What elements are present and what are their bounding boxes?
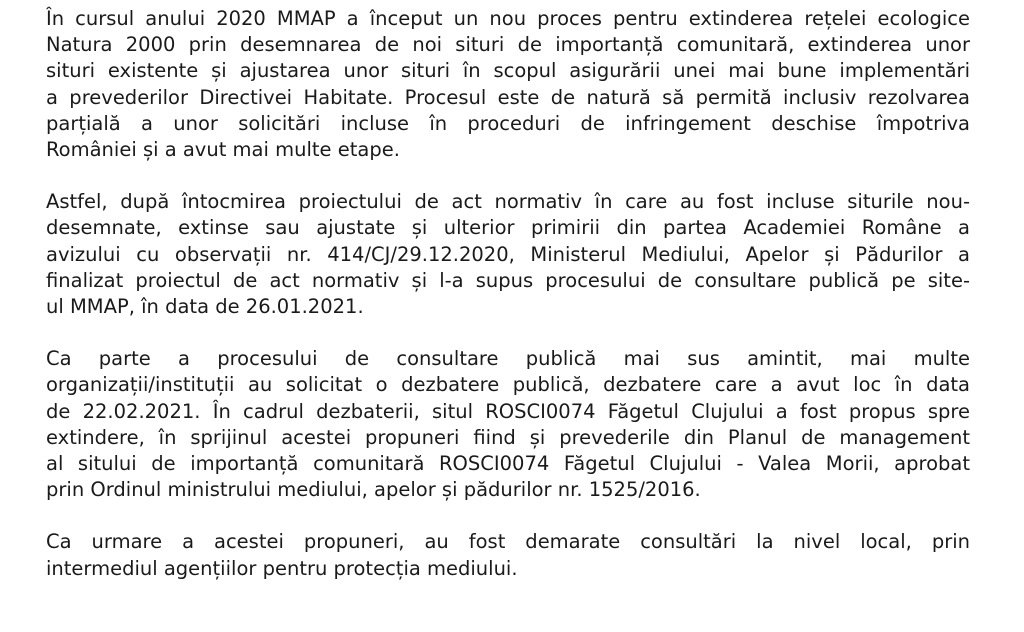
paragraph-3-line-5: al sitului de importanță comunitară ROSCI0074 Făgetul Clujului - Valea Morii, aprobat [46, 452, 970, 476]
paragraph-1-line-4: a prevederilor Directivei Habitate. Procesul este de natură să permită inclusiv rezolvarea [46, 85, 970, 109]
paragraph-1-line-2: Natura 2000 prin desemnarea de noi situri de importanță comunitară, extinderea unor [46, 33, 970, 57]
paragraph-2-line-2: desemnate, extinse sau ajustate și ulterior primirii din partea Academiei Române a [46, 216, 970, 240]
paragraph-2-line-5: ul MMAP, în data de 26.01.2021. [46, 295, 364, 319]
paragraph-3-line-2: organizații/instituții au solicitat o dezbatere publică, dezbatere care a avut loc în data [46, 373, 970, 397]
paragraph-4 [46, 529, 970, 581]
paragraph-2-line-4: finalizat proiectul de act normativ și l-a supus procesului de consultare publică pe site- [46, 268, 970, 292]
paragraph-2 [46, 189, 970, 320]
paragraph-1-line-5: parțială a unor solicitări incluse în proceduri de infringement deschise împotriva [46, 111, 970, 135]
paragraph-1-line-6: României și a avut mai multe etape. [46, 138, 400, 162]
paragraph-1-line-1: În cursul anului 2020 MMAP a început un nou proces pentru extinderea rețelei ecologice [46, 7, 970, 30]
paragraph-1 [46, 6, 970, 163]
paragraph-3-line-4: extindere, în sprijinul acestei propuneri fiind și prevederile din Planul de management [46, 425, 970, 449]
paragraph-2-line-1: Astfel, după întocmirea proiectului de act normativ în care au fost incluse siturile nou- [46, 190, 970, 214]
paragraph-4-line-2: intermediul agențiilor pentru protecția mediului. [46, 556, 518, 580]
paragraph-2-line-3: avizului cu observații nr. 414/CJ/29.12.2020, Ministerul Mediului, Apelor și Pădurilor a [46, 242, 970, 266]
paragraph-3-line-6: prin Ordinul ministrului mediului, apelor și pădurilor nr. 1525/2016. [46, 478, 701, 502]
paragraph-3-line-1: Ca parte a procesului de consultare publică mai sus amintit, mai multe [46, 347, 970, 371]
paragraph-1-line-3: situri existente și ajustarea unor situri în scopul asigurării unei mai bune implementări [46, 59, 970, 83]
document-body [46, 6, 970, 608]
paragraph-3-line-3: de 22.02.2021. În cadrul dezbaterii, situl ROSCI0074 Făgetul Clujului a fost propus spre [46, 399, 970, 423]
paragraph-4-line-1: Ca urmare a acestei propuneri, au fost demarate consultări la nivel local, prin [46, 530, 970, 554]
paragraph-3 [46, 346, 970, 503]
